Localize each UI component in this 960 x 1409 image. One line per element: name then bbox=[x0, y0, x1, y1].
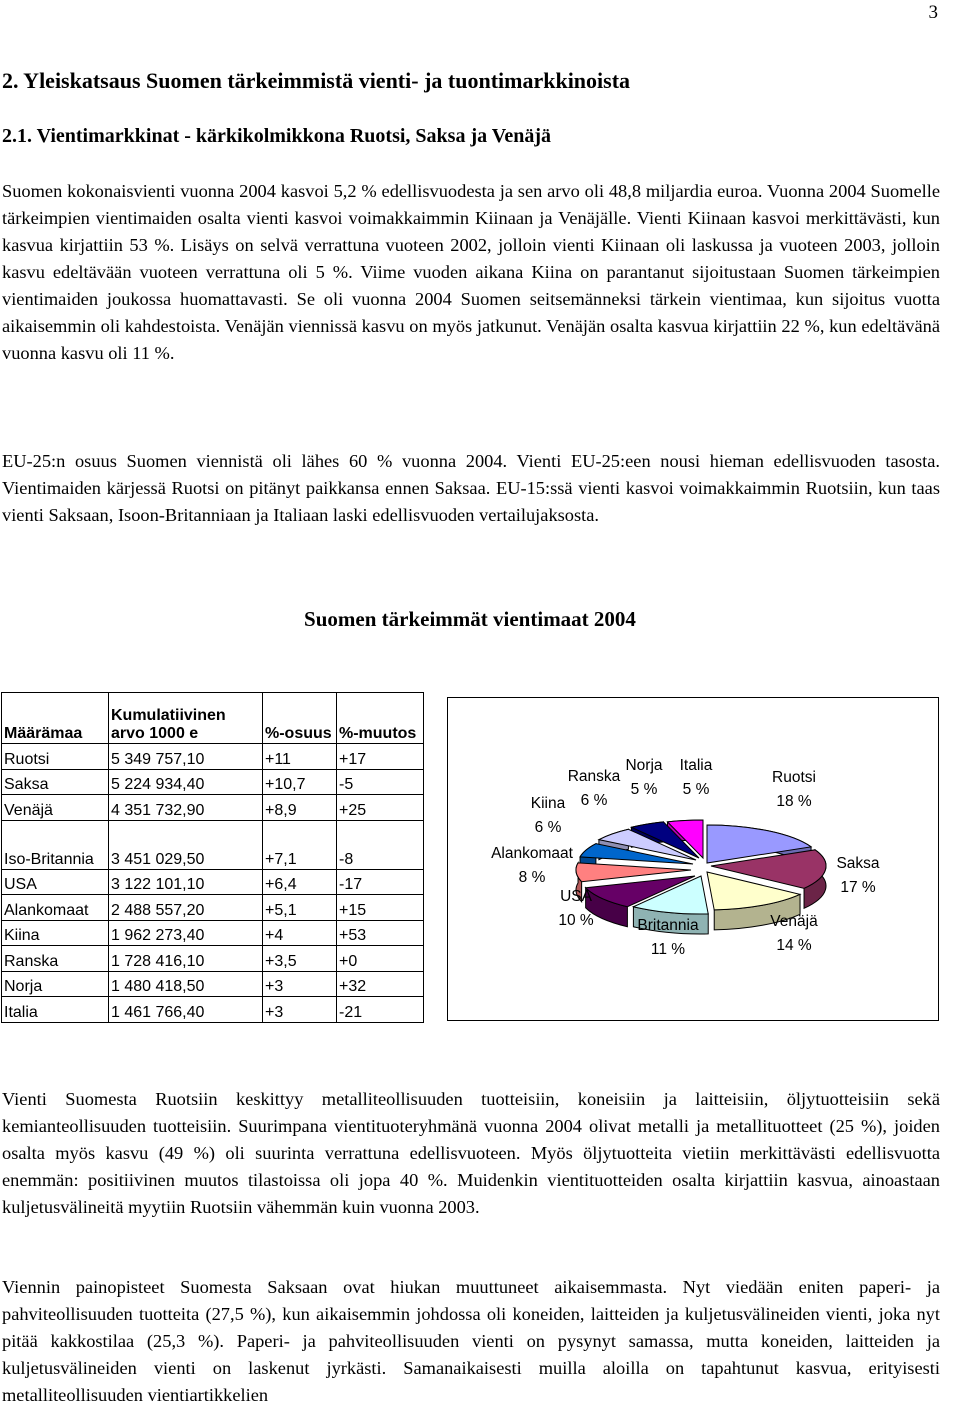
pie-label-percent: 5 % bbox=[630, 781, 658, 798]
cell-share: +6,4 bbox=[263, 869, 337, 895]
cell-cumulative-value: 3 451 029,50 bbox=[109, 820, 263, 869]
pie-label-2 bbox=[770, 913, 818, 954]
pie-label-name: Italia bbox=[679, 757, 713, 774]
table-row bbox=[2, 946, 424, 972]
pie-label-name: Alankomaat bbox=[491, 845, 573, 862]
cell-change: +32 bbox=[337, 971, 424, 997]
pie-label-name: Venäjä bbox=[770, 913, 818, 930]
cell-share: +8,9 bbox=[263, 795, 337, 821]
cell-cumulative-value: 1 480 418,50 bbox=[109, 971, 263, 997]
paragraph-total-exports: Suomen kokonaisvienti vuonna 2004 kasvoi 5,2 % edellisvuodesta ja sen arvo oli 48,8 miljardia euroa. Vuonna 2004 Suomelle tärkeimpien vientimaiden osalta vienti kasvoi voimakkaimmin Kiinaan ja Venäjälle. Vienti Kiinaan kasvoi merkittävästi, kun kasvua kirjattiin 53 %. Lisäys on selvä verrattuna vuoteen 2002, jolloin vienti Kiinaan oli laskussa ja vuoteen 2003, jolloin kasvu edeltävään vuoteen verrattuna oli 5 %. Viime vuoden aikana Kiina on parantanut sijoitustaan Suomen tärkeimpien vientimaiden joukossa huomattavasti. Se oli vuonna 2004 Suomen seitsemänneksi tärkein vientimaa, kun sijoitus vuotta aikaisemmin oli kahdestoista. Venäjän viennissä kasvu on myös jatkunut. Venäjän osalta kasvua kirjattiin 22 %, kun edeltävänä vuonna kasvu oli 11 %. bbox=[2, 181, 940, 363]
cell-destination: USA bbox=[2, 869, 109, 895]
table-header-row bbox=[2, 693, 424, 744]
pie-label-name: Britannia bbox=[637, 917, 699, 934]
header-destination: Määrämaa bbox=[2, 693, 109, 744]
pie-label-8 bbox=[625, 757, 662, 798]
export-countries-table bbox=[1, 692, 424, 1023]
table-row bbox=[2, 895, 424, 921]
cell-change: +0 bbox=[337, 946, 424, 972]
cell-cumulative-value: 3 122 101,10 bbox=[109, 869, 263, 895]
cell-share: +3,5 bbox=[263, 946, 337, 972]
cell-change: -8 bbox=[337, 820, 424, 869]
cell-change: -17 bbox=[337, 869, 424, 895]
pie-label-percent: 14 % bbox=[776, 937, 812, 954]
cell-cumulative-value: 5 349 757,10 bbox=[109, 744, 263, 770]
cell-cumulative-value: 2 488 557,20 bbox=[109, 895, 263, 921]
page-number: 3 bbox=[928, 2, 938, 23]
pie-label-name: Ranska bbox=[567, 768, 621, 785]
cell-share: +7,1 bbox=[263, 820, 337, 869]
table-row bbox=[2, 769, 424, 795]
pie-label-percent: 17 % bbox=[840, 879, 876, 896]
pie-label-3 bbox=[637, 917, 699, 958]
pie-label-6 bbox=[531, 795, 566, 836]
cell-change: +53 bbox=[337, 920, 424, 946]
cell-share: +11 bbox=[263, 744, 337, 770]
cell-change: -21 bbox=[337, 997, 424, 1023]
cell-share: +4 bbox=[263, 920, 337, 946]
paragraph-sweden-exports: Vienti Suomesta Ruotsiin keskittyy metalliteollisuuden tuotteisiin, koneisiin ja laitteisiin, öljytuotteisiin sekä kemianteollisuuden tuotteisiin. Suurimpana vientituoteryhmänä vuonna 2004 olivat metalli ja metallituotteet (25 %), joiden osalta myös kasvu (49 %) oli suurinta verrattuna edellisvuoteen. Myös öljytuotteita vietiin merkittävästi edellisvuotta enemmän: positiivinen muutos tilastoissa oli jopa 40 %. Muidenkin vientituotteiden osalta kirjattiin kasvua, ainoastaan kuljetusvälineitä myytiin Ruotsiin vähemmän kuin vuonna 2003. bbox=[2, 1089, 940, 1217]
table-row bbox=[2, 744, 424, 770]
pie-chart-box bbox=[447, 697, 939, 1021]
cell-share: +10,7 bbox=[263, 769, 337, 795]
section-heading: 2.1. Vientimarkkinat - kärkikolmikkona Ruotsi, Saksa ja Venäjä bbox=[2, 125, 552, 147]
cell-cumulative-value: 5 224 934,40 bbox=[109, 769, 263, 795]
pie-label-percent: 10 % bbox=[558, 912, 594, 929]
cell-cumulative-value: 4 351 732,90 bbox=[109, 795, 263, 821]
header-cumulative-value: Kumulatiivinen arvo 1000 e bbox=[109, 693, 263, 744]
pie-label-9 bbox=[680, 757, 713, 798]
pie-label-percent: 11 % bbox=[650, 941, 686, 958]
cell-change: -5 bbox=[337, 769, 424, 795]
pie-label-percent: 18 % bbox=[776, 793, 812, 810]
table-row bbox=[2, 997, 424, 1023]
pie-label-1 bbox=[836, 855, 879, 896]
cell-cumulative-value: 1 461 766,40 bbox=[109, 997, 263, 1023]
cell-change: +15 bbox=[337, 895, 424, 921]
pie-label-percent: 5 % bbox=[682, 781, 710, 798]
pie-label-name: Saksa bbox=[836, 855, 880, 872]
table-row bbox=[2, 920, 424, 946]
cell-destination: Norja bbox=[2, 971, 109, 997]
cell-destination: Ruotsi bbox=[2, 744, 109, 770]
table-body bbox=[2, 744, 424, 1023]
table-row bbox=[2, 869, 424, 895]
pie-label-7 bbox=[568, 768, 621, 809]
cell-share: +5,1 bbox=[263, 895, 337, 921]
chapter-heading: 2. Yleiskatsaus Suomen tärkeimmistä vienti- ja tuontimarkkinoista bbox=[2, 68, 631, 93]
cell-destination: Alankomaat bbox=[2, 895, 109, 921]
pie-label-name: Kiina bbox=[530, 795, 566, 812]
pie-label-5 bbox=[491, 845, 574, 886]
pie-label-percent: 6 % bbox=[580, 792, 608, 809]
cell-destination: Ranska bbox=[2, 946, 109, 972]
pie-label-percent: 8 % bbox=[518, 869, 546, 886]
table-row bbox=[2, 795, 424, 821]
header-share: %-osuus bbox=[263, 693, 337, 744]
header-change: %-muutos bbox=[337, 693, 424, 744]
pie-label-name: Ruotsi bbox=[772, 769, 816, 786]
table-row bbox=[2, 820, 424, 869]
cell-change: +17 bbox=[337, 744, 424, 770]
cell-cumulative-value: 1 962 273,40 bbox=[109, 920, 263, 946]
cell-share: +3 bbox=[263, 997, 337, 1023]
cell-share: +3 bbox=[263, 971, 337, 997]
cell-destination: Saksa bbox=[2, 769, 109, 795]
table-row bbox=[2, 971, 424, 997]
cell-destination: Italia bbox=[2, 997, 109, 1023]
pie-label-percent: 6 % bbox=[534, 819, 562, 836]
cell-destination: Venäjä bbox=[2, 795, 109, 821]
paragraph-eu-exports: EU-25:n osuus Suomen viennistä oli lähes 60 % vuonna 2004. Vienti EU-25:een nousi hieman edellisvuoden tasosta. Vientimaiden kärjessä Ruotsi on pitänyt paikkansa ennen Saksaa. EU-15:ssä vienti kasvoi voimakkaimmin Ruotsiin, kun taas vienti Saksaan, Isoon-Britanniaan ja Italiaan laski edellisvuoden vertailujaksosta. bbox=[2, 451, 940, 525]
cell-change: +25 bbox=[337, 795, 424, 821]
pie-label-name: USA bbox=[560, 888, 592, 905]
table-chart-title: Suomen tärkeimmät vientimaat 2004 bbox=[304, 607, 636, 631]
cell-destination: Iso-Britannia bbox=[2, 820, 109, 869]
paragraph-germany-exports: Viennin painopisteet Suomesta Saksaan ovat hiukan muuttuneet aikaisemmasta. Nyt viedään eniten paperi- ja pahviteollisuuden tuotteita (27,5 %), kun aikaisemmin johdossa oli koneiden, laitteiden ja kuljetusvälineiden vienti, joka nyt pitää kakkostilaa (25,3 %). Paperi- ja pahviteollisuuden vienti on pysynyt samassa, mutta koneiden, laitteiden ja kuljetusvälineiden vienti on laskenut jyrkästi. Samanaikaisesti muilla aloilla on tapahtunut kasvua, erityisesti metalliteollisuuden vientiartikkelien bbox=[2, 1277, 940, 1405]
pie-chart bbox=[448, 698, 938, 1020]
cell-destination: Kiina bbox=[2, 920, 109, 946]
pie-label-0 bbox=[772, 769, 816, 810]
cell-cumulative-value: 1 728 416,10 bbox=[109, 946, 263, 972]
pie-label-name: Norja bbox=[625, 757, 663, 774]
